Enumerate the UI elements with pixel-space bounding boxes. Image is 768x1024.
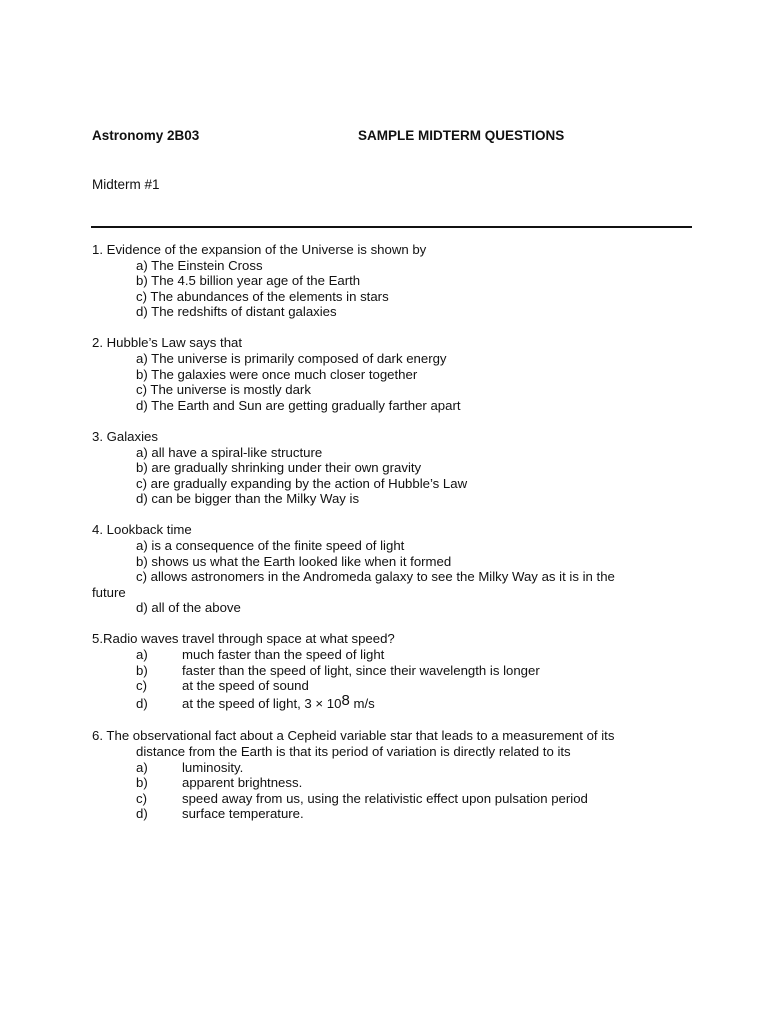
answer-option-a: a) all have a spiral-like structure	[136, 444, 323, 460]
exponent: 8	[341, 691, 350, 709]
answer-option-d	[92, 806, 692, 822]
question-stem: 4. Lookback time	[92, 522, 192, 538]
midterm-subtitle: Midterm #1	[92, 177, 160, 192]
option-text: speed away from us, using the relativistic effect upon pulsation period	[182, 790, 588, 806]
answer-option-c-continuation: future	[92, 584, 126, 600]
answer-option-a: a) The Einstein Cross	[136, 257, 263, 273]
question-stem-continuation: distance from the Earth is that its period of variation is directly related to its	[136, 743, 571, 759]
answer-option-c: c) are gradually expanding by the action of Hubble’s Law	[136, 475, 468, 491]
document-title: SAMPLE MIDTERM QUESTIONS	[358, 128, 565, 143]
option-letter: d)	[136, 695, 148, 711]
answer-option-d: d) all of the above	[136, 600, 241, 616]
question-stem: 6. The observational fact about a Cepheid variable star that leads to a measurement of its	[92, 728, 615, 744]
question-2	[92, 335, 692, 413]
answer-option-c: c) The abundances of the elements in stars	[136, 288, 389, 304]
question-4	[92, 522, 692, 616]
option-text: surface temperature.	[182, 806, 304, 822]
question-stem: 2. Hubble’s Law says that	[92, 335, 243, 351]
answer-option-b: b) The galaxies were once much closer together	[136, 366, 418, 382]
answer-option-b	[92, 775, 692, 791]
answer-option-c: c) allows astronomers in the Andromeda galaxy to see the Milky Way as it is in the	[136, 569, 615, 585]
option-text: at the speed of light, 3 × 10	[182, 695, 342, 711]
option-letter: c)	[136, 790, 147, 806]
answer-option-a: a) is a consequence of the finite speed of light	[136, 538, 405, 553]
answer-option-b	[92, 663, 692, 679]
question-6	[92, 728, 692, 822]
answer-option-c	[92, 791, 692, 807]
question-5	[92, 631, 692, 712]
option-letter: b)	[136, 662, 148, 678]
answer-option-a: a) The universe is primarily composed of dark energy	[136, 351, 447, 367]
option-text: luminosity.	[182, 759, 244, 775]
answer-option-c	[92, 678, 692, 694]
course-title: Astronomy 2B03	[92, 128, 200, 143]
option-text: faster than the speed of light, since their wavelength is longer	[182, 662, 540, 678]
answer-option-d	[92, 691, 692, 713]
answer-option-d: d) can be bigger than the Milky Way is	[136, 491, 360, 507]
option-letter: b)	[136, 775, 148, 791]
question-1	[92, 242, 692, 320]
option-text: much faster than the speed of light	[182, 647, 385, 663]
option-letter: a)	[136, 759, 148, 775]
question-list	[92, 242, 692, 837]
answer-option-a	[92, 647, 692, 663]
option-text-unit: m/s	[349, 695, 375, 711]
option-letter: d)	[136, 806, 148, 822]
question-stem: 3. Galaxies	[92, 428, 158, 444]
answer-option-c: c) The universe is mostly dark	[136, 382, 311, 398]
answer-option-b: b) shows us what the Earth looked like when it formed	[136, 553, 452, 569]
answer-option-b: b) are gradually shrinking under their own gravity	[136, 460, 422, 476]
answer-option-a	[92, 760, 692, 776]
answer-option-d: d) The redshifts of distant galaxies	[136, 304, 337, 320]
option-text: at the speed of sound	[182, 678, 309, 694]
answer-option-d: d) The Earth and Sun are getting gradually farther apart	[136, 397, 461, 413]
question-3	[92, 429, 692, 507]
document-header	[92, 128, 692, 148]
option-letter: a)	[136, 647, 148, 663]
horizontal-divider	[91, 226, 692, 228]
question-stem: 1. Evidence of the expansion of the Universe is shown by	[92, 242, 427, 257]
question-stem: 5.Radio waves travel through space at what speed?	[92, 631, 395, 647]
answer-option-b: b) The 4.5 billion year age of the Earth	[136, 273, 361, 289]
option-text: apparent brightness.	[182, 775, 303, 791]
option-letter: c)	[136, 678, 147, 694]
